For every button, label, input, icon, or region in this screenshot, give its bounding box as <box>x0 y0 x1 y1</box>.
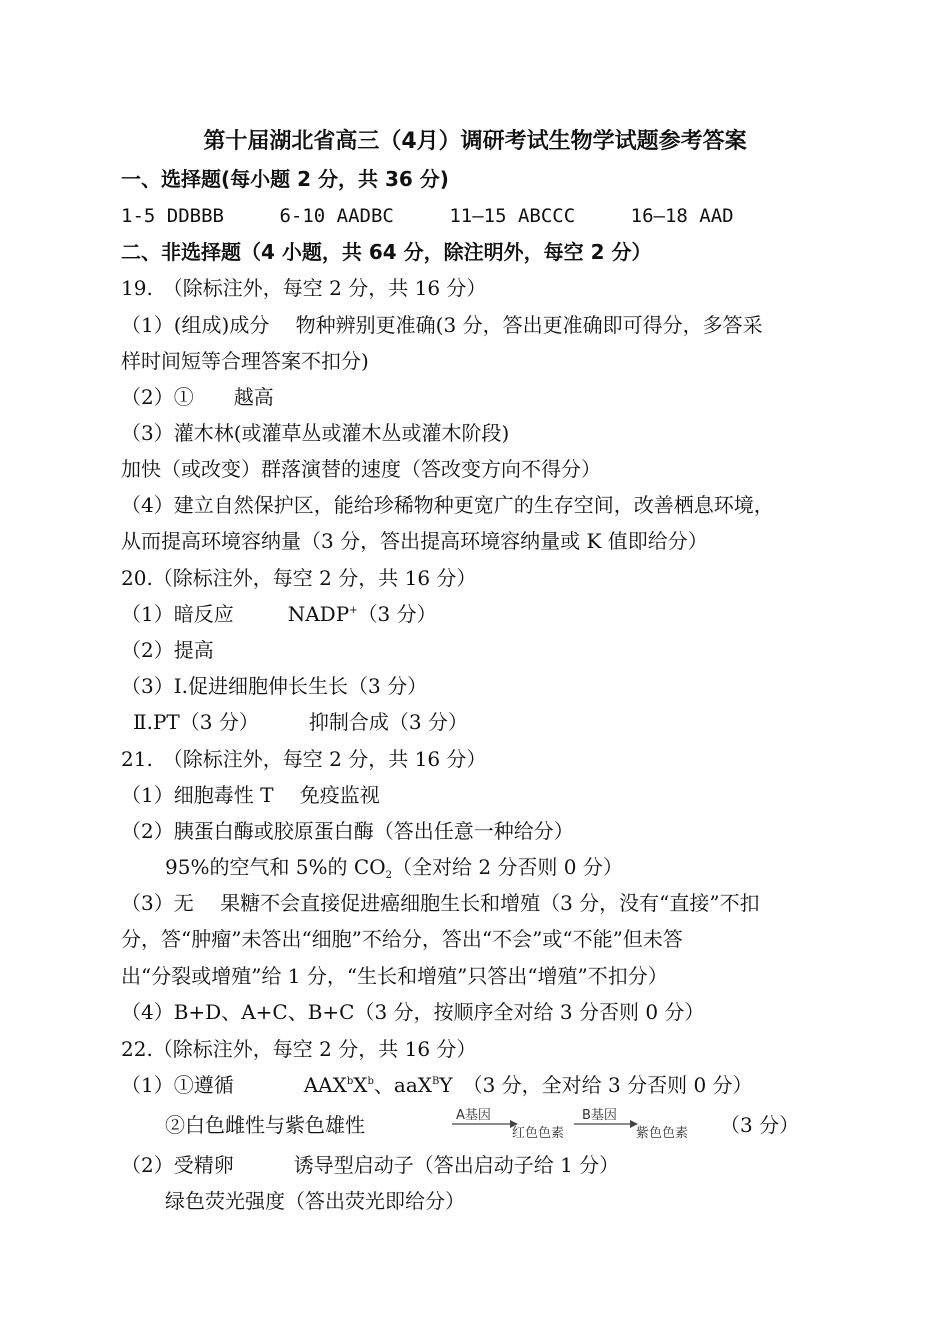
nadp-charge: + <box>349 605 358 616</box>
q20-header: 20.（除标注外，每空 2 分，共 16 分） <box>121 566 477 590</box>
q22-part1-score: （3 分，全对给 3 分否则 0 分） <box>462 1073 753 1097</box>
q20-part1-label: （1）暗反应 <box>121 602 234 626</box>
q20-part1-score: （3 分） <box>357 602 437 626</box>
q21-gas-score: （全对给 2 分否则 0 分） <box>391 855 623 879</box>
q20-part3-line1: （3）Ⅰ.促进细胞伸长生长（3 分） <box>121 674 428 698</box>
section2-heading: 二、非选择题（4 小题，共 64 分，除注明外，每空 2 分） <box>121 240 652 264</box>
q21-part3-line2: 分，答“肿瘤”未答出“细胞”不给分，答出“不会”或“不能”但未答 <box>121 927 683 951</box>
q20-part1 <box>121 599 437 629</box>
q22-part2-line2: 绿色荧光强度（答出荧光即给分） <box>165 1189 465 1213</box>
q19-part3-line1: （3）灌木林(或灌草丛或灌木丛或灌木阶段) <box>121 421 510 445</box>
document-title: 第十届湖北省高三（4月）调研考试生物学试题参考答案 <box>203 129 747 154</box>
q19-part4-line2: 从而提高环境容纳量（3 分，答出提高环境容纳量或 K 值即给分） <box>121 529 708 553</box>
q19-header: 19. （除标注外，每空 2 分，共 16 分） <box>121 276 487 300</box>
q19-part3-line2: 加快（或改变）群落演替的速度（答改变方向不得分） <box>121 457 601 481</box>
answer-range-4: 16—18 <box>630 205 688 227</box>
answer-range-2: 6-10 <box>279 205 326 227</box>
q21-part1: （1）细胞毒性 T 免疫监视 <box>121 783 380 807</box>
q21-header: 21. （除标注外，每空 2 分，共 16 分） <box>121 747 487 771</box>
co2-subscript: 2 <box>385 870 392 881</box>
q21-part2-line2 <box>165 852 623 882</box>
answer-value-2: AADBC <box>336 205 394 227</box>
nadp-term: NADP <box>287 602 350 626</box>
answer-value-3: ABCCC <box>517 205 576 227</box>
genotype-separator: 、aaX <box>373 1073 433 1097</box>
q19-part2: （2）① 越高 <box>121 385 274 409</box>
q19-part1-line2: 样时间短等合理答案不扣分) <box>121 349 369 373</box>
q21-part4: （4）B+D、A+C、B+C（3 分，按顺序全对给 3 分否则 0 分） <box>121 1000 705 1024</box>
q19-part1-line1: （1）(组成)成分 物种辨别更准确(3 分，答出更准确即可得分，多答采 <box>121 313 763 337</box>
q21-part3-line3: 出“分裂或增殖”给 1 分，“生长和增殖”只答出“增殖”不扣分） <box>121 964 668 988</box>
q22-part1-label: （1）①遵循 <box>121 1073 234 1097</box>
section1-heading: 一、选择题(每小题 2 分，共 36 分) <box>121 167 449 191</box>
q21-part3-line1: （3）无 果糖不会直接促进癌细胞生长和增殖（3 分，没有“直接”不扣 <box>121 891 760 915</box>
q22-part2-line1: （2）受精卵 诱导型启动子（答出启动子给 1 分） <box>121 1153 620 1177</box>
pigment-pathway-diagram <box>452 1106 702 1142</box>
choice-answers <box>121 201 734 231</box>
gene-b-label: B基因 <box>582 1108 617 1123</box>
q19-part4-line1: （4）建立自然保护区，能给珍稀物种更宽广的生存空间，改善栖息环境， <box>121 493 774 517</box>
q22-part1-line2-label: ②白色雌性与紫色雄性 <box>165 1113 365 1137</box>
answer-range-3: 11—15 <box>449 205 507 227</box>
gene-a-label: A基因 <box>456 1108 491 1123</box>
q22-part1-line1 <box>121 1070 753 1100</box>
genotype-female: $AAX^bX^b$ <box>303 1073 374 1097</box>
q21-gas-text: 95%的空气和 5%的 CO <box>165 855 386 879</box>
answer-value-1: DDBBB <box>166 205 224 227</box>
answer-value-4: AAD <box>699 205 734 227</box>
purple-pigment-label: 紫色色素 <box>636 1126 689 1141</box>
q22-header: 22.（除标注外，每空 2 分，共 16 分） <box>121 1037 477 1061</box>
q22-part1-line2-score: （3 分） <box>720 1113 800 1137</box>
q20-part2: （2）提高 <box>121 638 214 662</box>
answer-range-1: 1-5 <box>121 205 156 227</box>
genotype-male: $^B$Y <box>432 1073 453 1097</box>
red-pigment-label: 红色色素 <box>512 1126 565 1141</box>
q21-part2-line1: （2）胰蛋白酶或胶原蛋白酶（答出任意一种给分） <box>121 819 574 843</box>
q20-part3-line2: Ⅱ.PT（3 分） 抑制合成（3 分） <box>133 710 468 734</box>
